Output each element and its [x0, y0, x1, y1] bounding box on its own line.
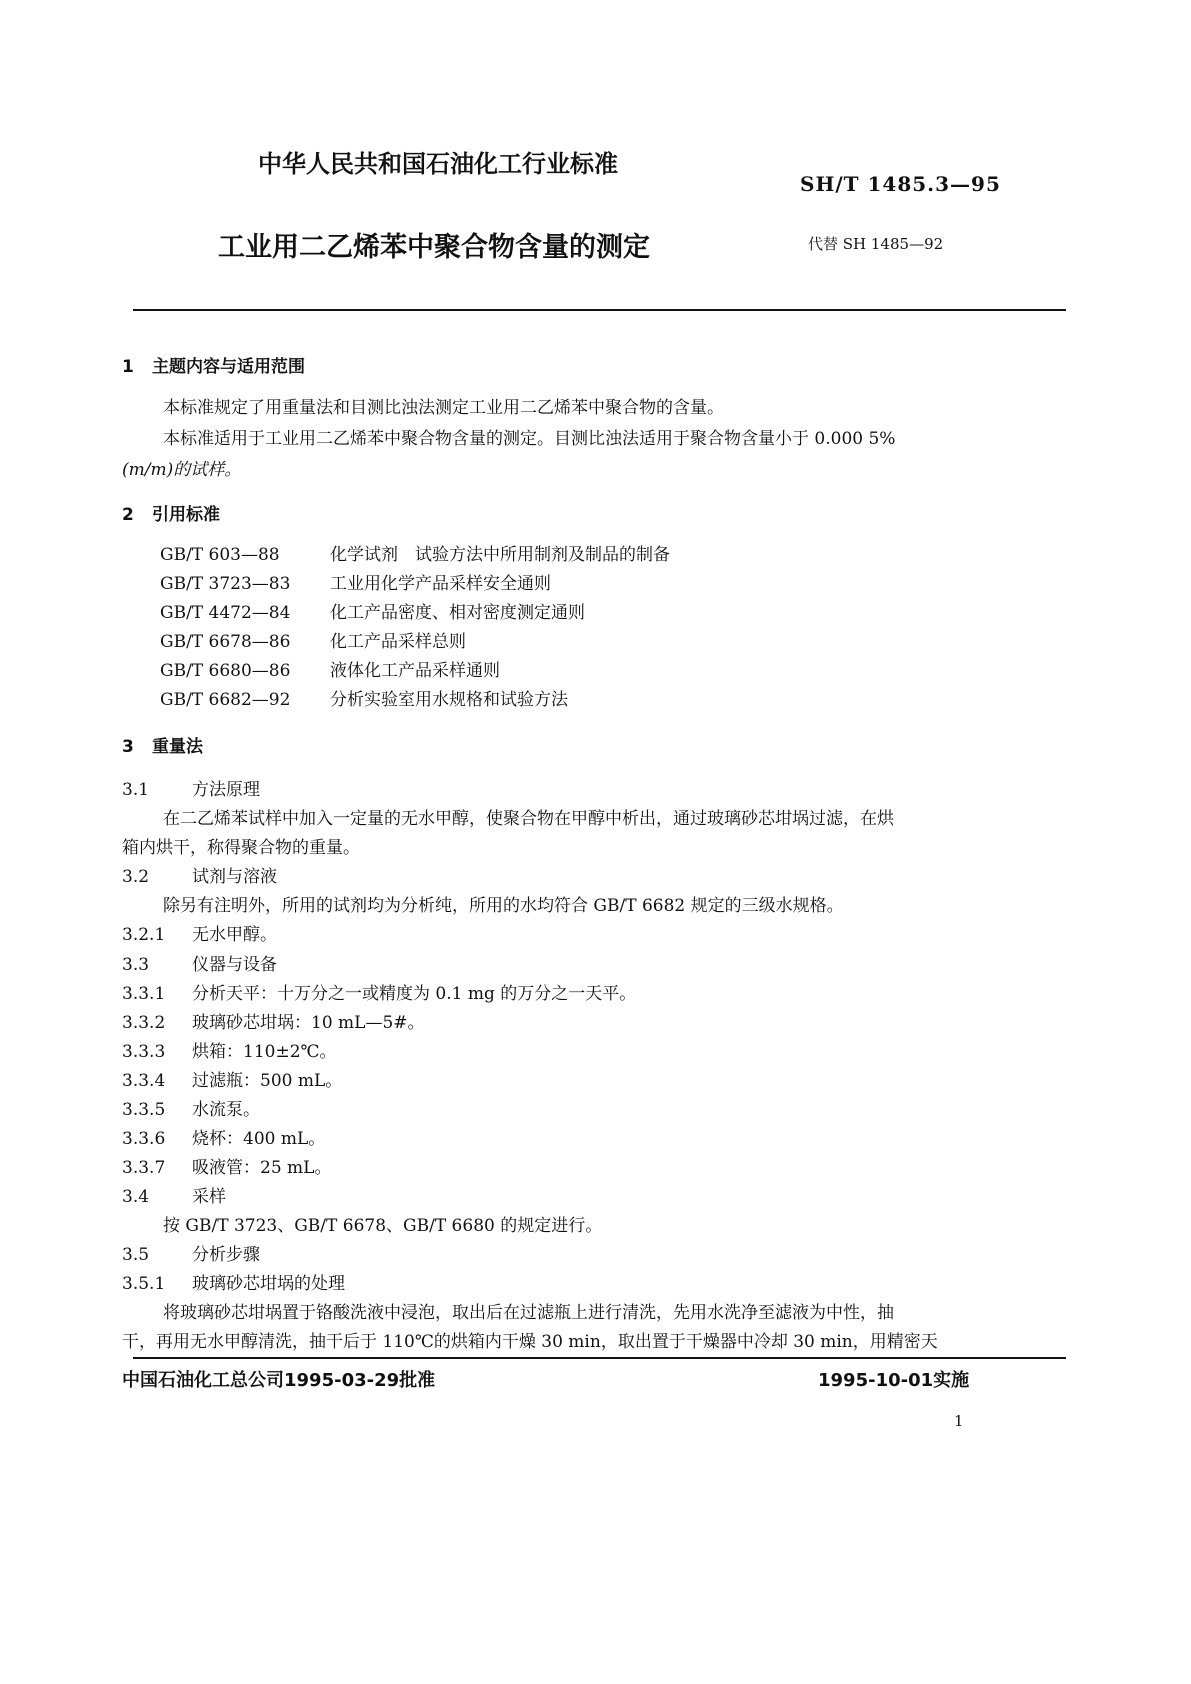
subsection-number: 3.1 [122, 780, 150, 800]
item-number: 3.3.1 [122, 984, 166, 1004]
item-number: 3.3.6 [122, 1129, 166, 1149]
subsection-3-3 [122, 950, 277, 975]
reference-code: GB/T 4472—84 [160, 603, 291, 623]
reference-code: GB/T 6680—86 [160, 661, 291, 681]
subsection-number: 3.5 [122, 1245, 150, 1265]
subsection-number: 3.4 [122, 1187, 150, 1207]
equipment-item [122, 1153, 331, 1178]
reference-item [160, 540, 670, 565]
equipment-item [122, 1008, 425, 1033]
item-text: 烧杯：400 mL。 [192, 1129, 326, 1149]
reference-code: GB/T 603—88 [160, 545, 280, 565]
item-text: 无水甲醇。 [192, 925, 277, 945]
item-number: 3.2.1 [122, 925, 166, 945]
item-number: 3.3.5 [122, 1100, 166, 1120]
section-2-heading [122, 500, 220, 525]
subsection-title: 采样 [192, 1187, 226, 1207]
subsection-3-5-1 [122, 1269, 345, 1294]
reference-item [160, 685, 568, 710]
item-3-2-1 [122, 920, 277, 945]
section-number: 1 [122, 357, 134, 377]
paragraph: 本标准规定了用重量法和目测比浊法测定工业用二乙烯苯中聚合物的含量。 [163, 398, 724, 418]
item-text: 分析天平：十万分之一或精度为 0.1 mg 的万分之一天平。 [192, 984, 637, 1004]
item-text: 过滤瓶：500 mL。 [192, 1071, 343, 1091]
subsection-3-2 [122, 862, 277, 887]
paragraph: 按 GB/T 3723、GB/T 6678、GB/T 6680 的规定进行。 [163, 1216, 603, 1236]
paragraph: 本标准适用于工业用二乙烯苯中聚合物含量的测定。目测比浊法适用于聚合物含量小于 0.000 5% [163, 429, 896, 449]
subsection-number: 3.3 [122, 955, 150, 975]
issuing-body: 中华人民共和国石油化工行业标准 [258, 150, 618, 178]
section-title: 引用标准 [152, 505, 220, 525]
section-title: 主题内容与适用范围 [152, 357, 305, 377]
approval-line: 中国石油化工总公司1995-03-29批准 [122, 1370, 436, 1391]
item-text: 水流泵。 [192, 1100, 260, 1120]
subsection-number: 3.5.1 [122, 1274, 166, 1294]
subsection-3-1 [122, 775, 260, 800]
paragraph-continuation: (m/m)的试样。 [122, 460, 242, 480]
reference-item [160, 656, 500, 681]
reference-title: 液体化工产品采样通则 [330, 661, 500, 681]
replaces-note: 代替 SH 1485—92 [808, 235, 944, 253]
item-number: 3.3.3 [122, 1042, 166, 1062]
subsection-number: 3.2 [122, 867, 150, 887]
reference-item [160, 627, 466, 652]
item-number: 3.3.2 [122, 1013, 166, 1033]
paragraph-continuation: 箱内烘干，称得聚合物的重量。 [122, 838, 360, 858]
subsection-title: 方法原理 [192, 780, 260, 800]
paragraph: 除另有注明外，所用的试剂均为分析纯，所用的水均符合 GB/T 6682 规定的三级水规格。 [163, 896, 844, 916]
subsection-title: 试剂与溶液 [192, 867, 277, 887]
section-number: 2 [122, 505, 134, 525]
section-title: 重量法 [152, 737, 203, 757]
reference-code: GB/T 3723—83 [160, 574, 291, 594]
section-1-heading [122, 352, 305, 377]
item-text: 烘箱：110±2℃。 [192, 1042, 337, 1062]
standard-code: SH/T 1485.3—95 [800, 172, 1001, 196]
section-3-heading [122, 732, 203, 757]
subsection-title: 玻璃砂芯坩埚的处理 [192, 1274, 345, 1294]
subsection-3-5 [122, 1240, 260, 1265]
equipment-item [122, 1124, 325, 1149]
subsection-title: 分析步骤 [192, 1245, 260, 1265]
reference-item [160, 569, 551, 594]
reference-item [160, 598, 585, 623]
document-title: 工业用二乙烯苯中聚合物含量的测定 [218, 232, 650, 263]
reference-title: 化工产品密度、相对密度测定通则 [330, 603, 585, 623]
reference-title: 化学试剂 试验方法中所用制剂及制品的制备 [330, 545, 670, 565]
item-text: 吸液管：25 mL。 [192, 1158, 332, 1178]
reference-code: GB/T 6678—86 [160, 632, 291, 652]
reference-title: 工业用化学产品采样安全通则 [330, 574, 551, 594]
header-rule [133, 309, 1066, 311]
equipment-item [122, 1066, 342, 1091]
page-number: 1 [954, 1412, 964, 1430]
subsection-3-4 [122, 1182, 226, 1207]
paragraph: 在二乙烯苯试样中加入一定量的无水甲醇，使聚合物在甲醇中析出，通过玻璃砂芯坩埚过滤，在烘 [163, 809, 894, 829]
paragraph: 将玻璃砂芯坩埚置于铬酸洗液中浸泡，取出后在过滤瓶上进行清洗，先用水洗净至滤液为中性，抽 [163, 1303, 894, 1323]
item-number: 3.3.4 [122, 1071, 166, 1091]
subsection-title: 仪器与设备 [192, 955, 277, 975]
reference-title: 化工产品采样总则 [330, 632, 466, 652]
reference-code: GB/T 6682—92 [160, 690, 291, 710]
item-text: 玻璃砂芯坩埚：10 mL—5#。 [192, 1013, 425, 1033]
equipment-item [122, 979, 636, 1004]
equipment-item [122, 1037, 337, 1062]
section-number: 3 [122, 737, 134, 757]
equipment-item [122, 1095, 260, 1120]
footer-rule [133, 1357, 1066, 1359]
item-number: 3.3.7 [122, 1158, 166, 1178]
paragraph-continuation: 干，再用无水甲醇清洗，抽干后于 110℃的烘箱内干燥 30 min，取出置于干燥器中冷却 30 min，用精密天 [122, 1332, 938, 1352]
reference-title: 分析实验室用水规格和试验方法 [330, 690, 568, 710]
effective-date: 1995-10-01实施 [818, 1370, 970, 1391]
